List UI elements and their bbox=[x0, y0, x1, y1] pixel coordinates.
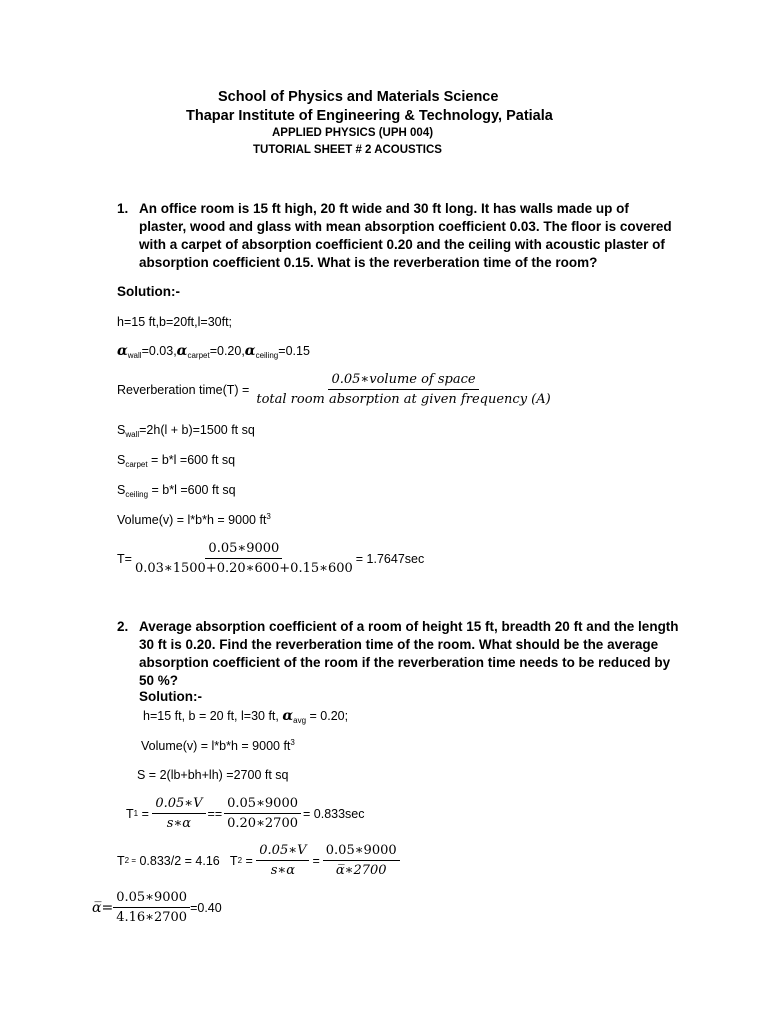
t2-label: T bbox=[117, 853, 125, 868]
alpha-ceiling-value: =0.15 bbox=[278, 344, 310, 358]
q2-volume-text: Volume(v) = l*b*h = 9000 ft bbox=[141, 739, 291, 753]
alpha-symbol: α bbox=[176, 343, 188, 359]
q1-t-label: T= bbox=[117, 551, 132, 566]
t1-result: = 0.833sec bbox=[303, 806, 365, 821]
question-1-number: 1. bbox=[117, 201, 129, 216]
alpha-bar-fraction bbox=[113, 889, 190, 926]
q1-absorption-coefficients bbox=[117, 343, 310, 360]
s-ceiling-line bbox=[117, 483, 236, 499]
alpha-ceiling-sub: ceiling bbox=[255, 351, 279, 360]
reverberation-fraction bbox=[253, 371, 553, 408]
q1-solution-label: Solution:- bbox=[117, 284, 180, 299]
alpha-bar-numerator: 0.05∗9000 bbox=[113, 889, 190, 908]
institute-title: Thapar Institute of Engineering & Technology, Patiala bbox=[186, 108, 553, 124]
q1-t-denominator: 0.03∗1500+0.20∗600+0.15∗600 bbox=[134, 561, 353, 576]
reverberation-label: Reverberation time(T) = bbox=[117, 382, 250, 397]
sheet-title: TUTORIAL SHEET # 2 ACOUSTICS bbox=[253, 144, 442, 156]
t1-values-denominator: 0.20∗2700 bbox=[227, 816, 298, 831]
alpha-wall-sub: wall bbox=[127, 351, 142, 360]
alpha-carpet-sub: carpet bbox=[187, 351, 210, 360]
q2-t2-formula bbox=[117, 842, 400, 879]
t2-general-numerator: 0.05∗V bbox=[256, 842, 309, 861]
s-wall-sub: wall bbox=[125, 430, 140, 439]
alpha-bar-label: α̅= bbox=[92, 899, 114, 916]
s-wall-line bbox=[117, 423, 255, 439]
alpha-bar-formula bbox=[92, 889, 222, 926]
t2-fraction-values bbox=[323, 842, 400, 879]
alpha-symbol: α bbox=[244, 343, 256, 359]
t1-sub: 1 bbox=[133, 809, 139, 818]
alpha-bar-result: =0.40 bbox=[190, 900, 222, 915]
t2-sub: 2 = bbox=[124, 856, 136, 865]
school-title: School of Physics and Materials Science bbox=[218, 89, 499, 105]
s-carpet-line bbox=[117, 453, 235, 469]
t1-values-numerator: 0.05∗9000 bbox=[224, 795, 301, 814]
t2-values-denominator: α̅∗2700 bbox=[335, 863, 387, 878]
alpha-wall-value: =0.03, bbox=[141, 344, 177, 358]
q1-volume-line bbox=[117, 512, 271, 527]
question-1-text: An office room is 15 ft high, 20 ft wide and 30 ft long. It has walls made up of plaster, wood and glass with mean absorption coefficient 0.03. The floor is covered with a carpet of absorption coefficient 0.20 and the ceiling with acoustic plaster of absorption coefficient 0.15. What is the reverberation time of the room? bbox=[139, 201, 672, 270]
t1-double-equals: == bbox=[207, 806, 223, 821]
alpha-avg-value: = 0.20; bbox=[306, 709, 349, 723]
course-title: APPLIED PHYSICS (UPH 004) bbox=[272, 127, 434, 139]
alpha-symbol: α bbox=[117, 343, 128, 359]
s-wall-value: =2h(l + b)=1500 ft sq bbox=[139, 423, 255, 437]
q1-t-result: = 1.7647sec bbox=[355, 551, 425, 566]
q2-dims-text: h=15 ft, b = 20 ft, l=30 ft, bbox=[143, 709, 283, 723]
s-ceiling-symbol: S bbox=[117, 483, 126, 497]
t2-value-text: 0.833/2 = 4.16 T bbox=[135, 853, 238, 868]
t2-sub-second: 2 bbox=[237, 856, 243, 865]
t1-general-numerator: 0.05∗V bbox=[152, 795, 205, 814]
s-ceiling-value: = b*l =600 ft sq bbox=[148, 483, 236, 497]
t1-label: T bbox=[126, 806, 134, 821]
q2-dimensions bbox=[143, 708, 348, 725]
q1-dimensions: h=15 ft,b=20ft,l=30ft; bbox=[117, 315, 233, 329]
reverberation-numerator: 0.05∗volume of space bbox=[328, 371, 478, 390]
q2-volume-sup: 3 bbox=[290, 738, 295, 747]
t2-fraction-general bbox=[256, 842, 309, 879]
q1-volume-sup: 3 bbox=[266, 512, 271, 521]
s-carpet-sub: carpet bbox=[125, 460, 148, 469]
t2-equals: = bbox=[242, 853, 257, 868]
q2-volume-line bbox=[141, 738, 295, 753]
t2-general-denominator: s∗α bbox=[270, 863, 296, 878]
t1-general-denominator: s∗α bbox=[166, 816, 192, 831]
q2-solution-label: Solution:- bbox=[139, 689, 202, 704]
t2-values-numerator: 0.05∗9000 bbox=[323, 842, 400, 861]
q1-volume-text: Volume(v) = l*b*h = 9000 ft bbox=[117, 513, 267, 527]
q2-surface-line: S = 2(lb+bh+lh) =2700 ft sq bbox=[137, 768, 289, 782]
q1-t-fraction bbox=[132, 540, 356, 577]
alpha-carpet-value: =0.20, bbox=[209, 344, 245, 358]
alpha-avg-sub: avg bbox=[293, 716, 307, 725]
alpha-symbol: α bbox=[282, 708, 294, 724]
s-carpet-symbol: S bbox=[117, 453, 126, 467]
reverberation-denominator: total room absorption at given frequency (A) bbox=[256, 392, 551, 407]
q2-t1-formula bbox=[126, 795, 365, 832]
q1-t-numerator: 0.05∗9000 bbox=[205, 540, 282, 559]
alpha-bar-denominator: 4.16∗2700 bbox=[116, 910, 188, 925]
t1-fraction-general bbox=[152, 795, 205, 832]
reverberation-formula bbox=[117, 371, 554, 408]
s-ceiling-sub: ceiling bbox=[125, 490, 149, 499]
s-wall-symbol: S bbox=[117, 423, 126, 437]
t1-fraction-values bbox=[224, 795, 301, 832]
q1-t-formula bbox=[117, 540, 424, 577]
t1-equals: = bbox=[138, 806, 153, 821]
t2-equals-second: = bbox=[312, 853, 320, 868]
question-2-number: 2. bbox=[117, 619, 129, 634]
question-2-text: Average absorption coefficient of a room of height 15 ft, breadth 20 ft and the length 30 ft is 0.20. Find the reverberation time of the room. What should be the average absorption coefficient of the room if the reverberation time needs to be reduced by 50 %? bbox=[139, 619, 679, 688]
s-carpet-value: = b*l =600 ft sq bbox=[147, 453, 236, 467]
